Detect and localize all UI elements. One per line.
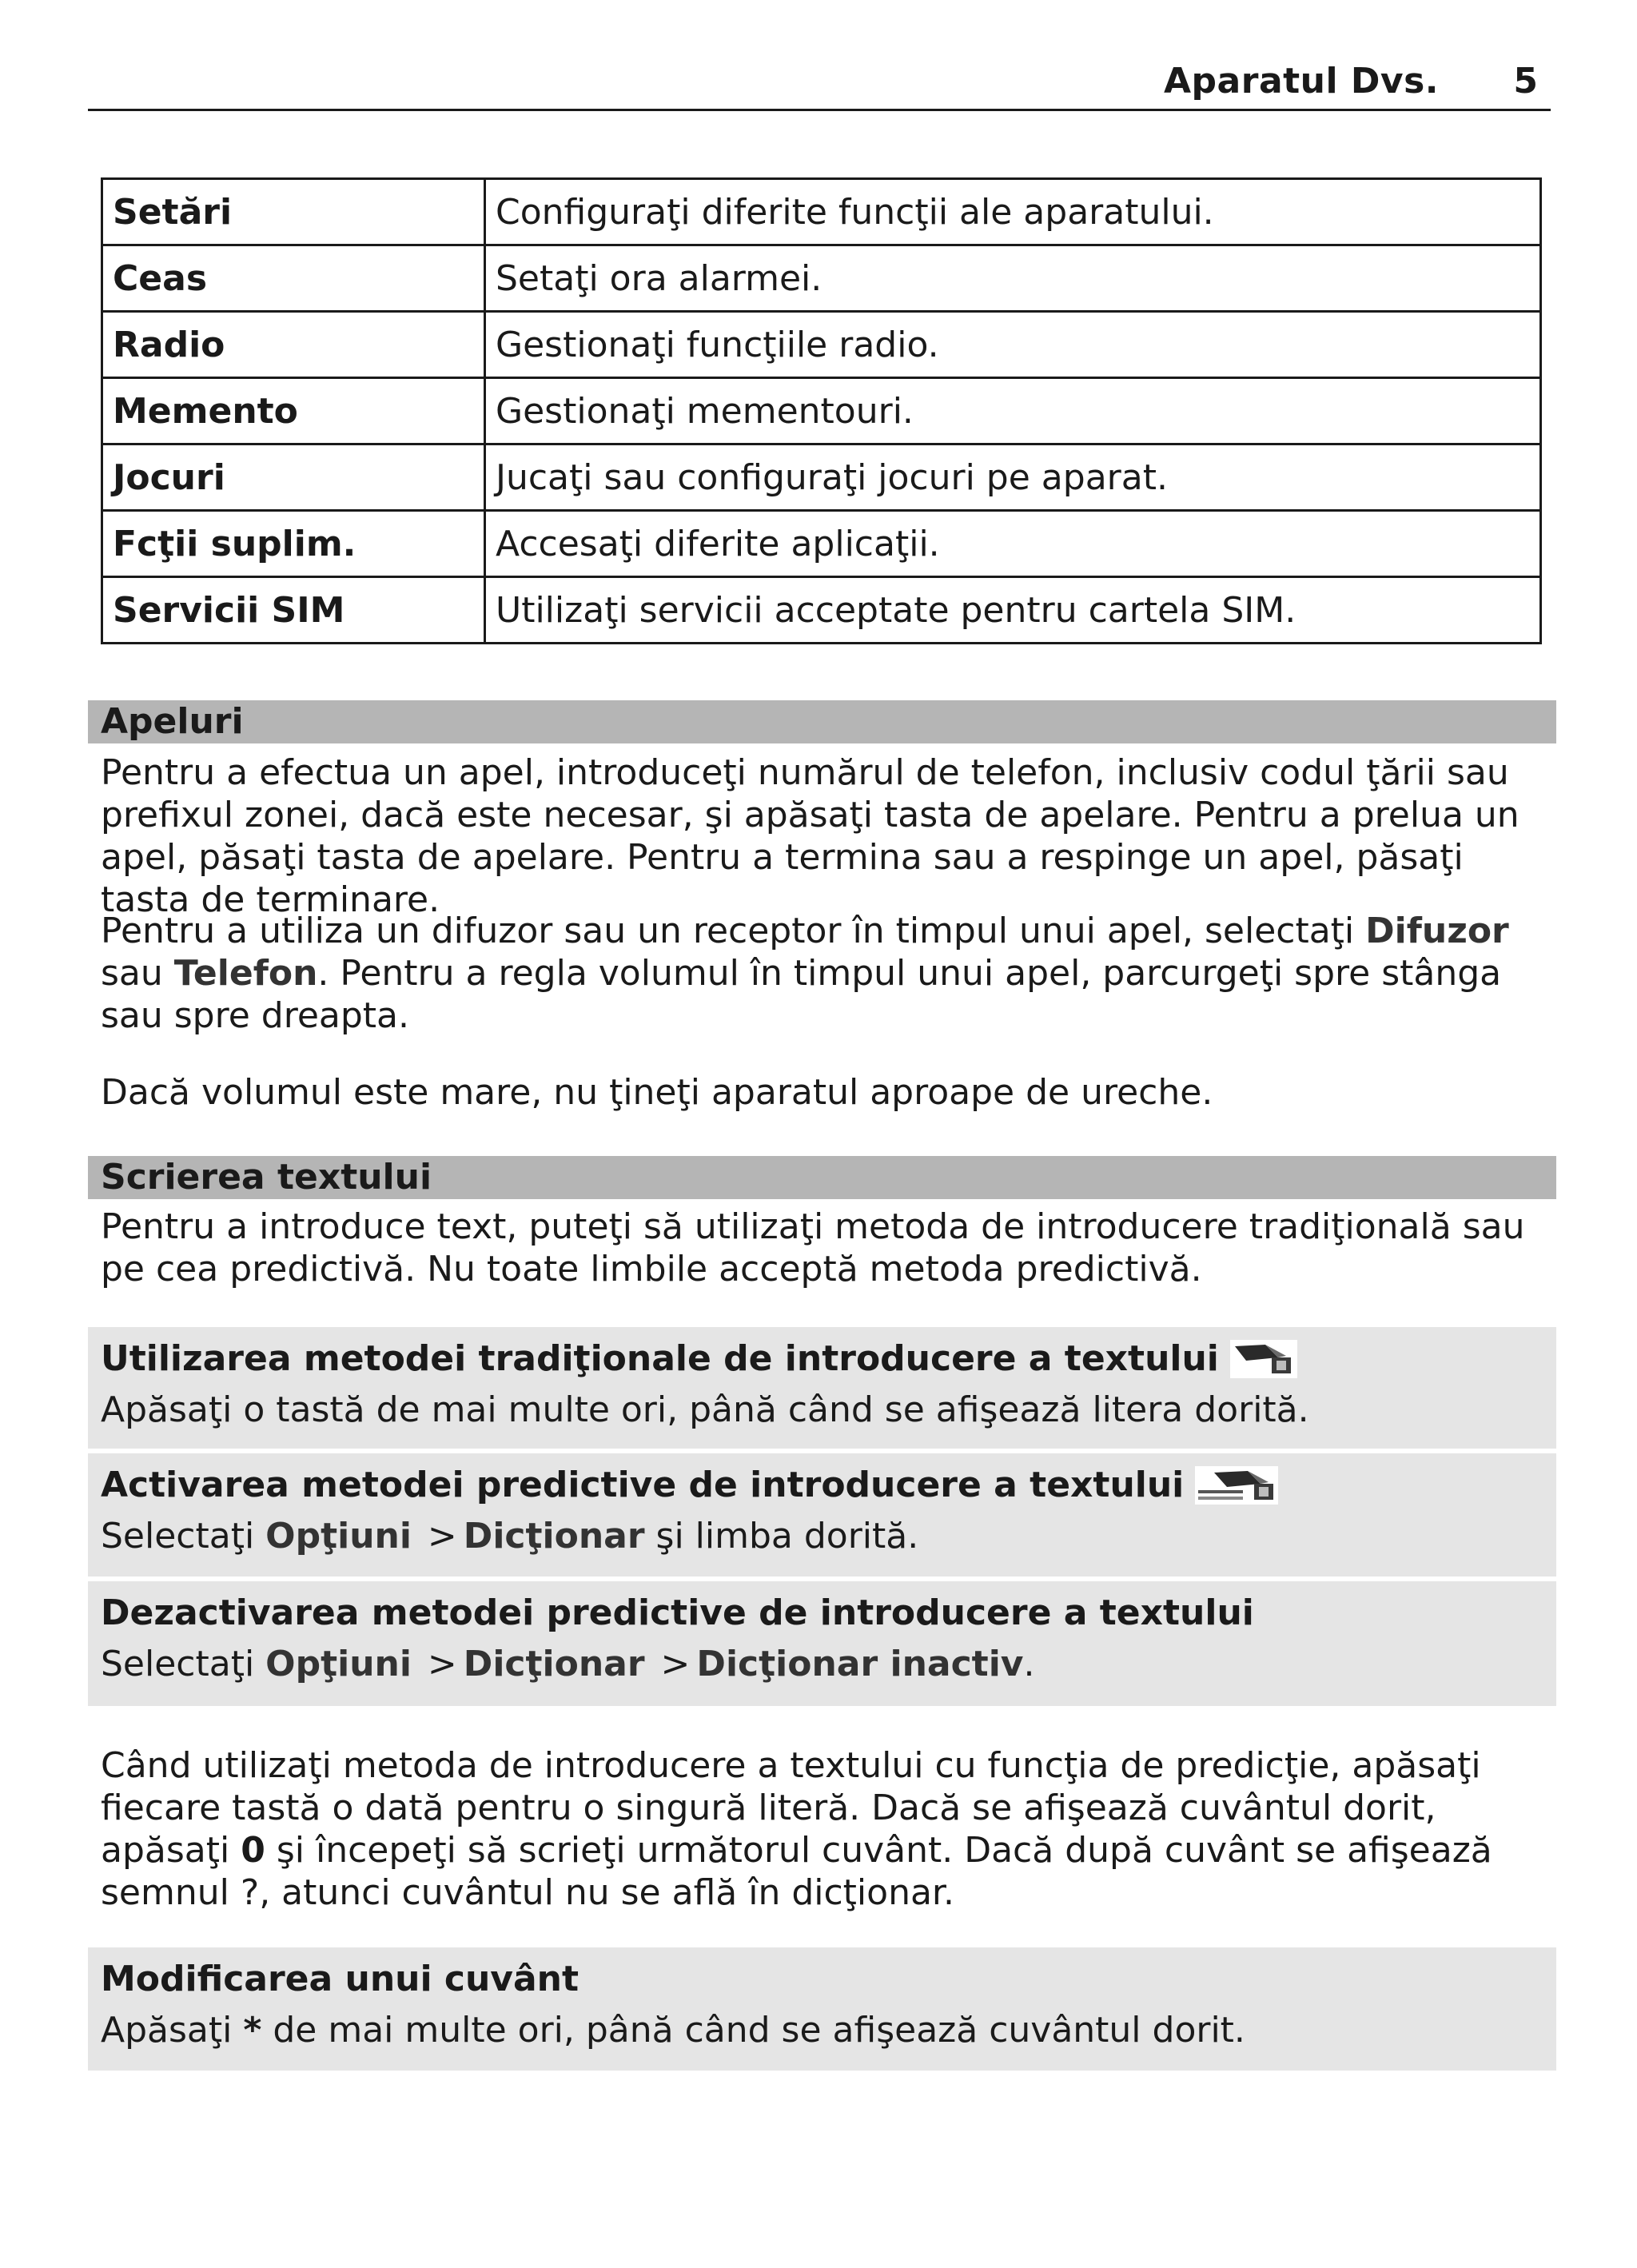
box-text [101, 1513, 1543, 1560]
box-title-text: Utilizarea metodei tradiţionale de introducere a textului [101, 1338, 1219, 1379]
text-span: . [1023, 1644, 1035, 1684]
menu-name: Jocuri [102, 444, 485, 511]
menu-description: Configuraţi diferite funcţii ale aparatului. [485, 179, 1541, 245]
menu-description: Gestionaţi mementouri. [485, 378, 1541, 444]
menu-name: Radio [102, 312, 485, 378]
info-box-modify-word [88, 1947, 1556, 2071]
menu-description: Jucaţi sau configuraţi jocuri pe aparat. [485, 444, 1541, 511]
menu-description: Gestionaţi funcţiile radio. [485, 312, 1541, 378]
menu-description: Accesaţi diferite aplicaţii. [485, 511, 1541, 577]
ui-term-optiuni: Opţiuni [265, 1516, 412, 1557]
ui-term-dictionar: Dicţionar [463, 1644, 645, 1684]
text-span: Selectaţi [101, 1516, 266, 1557]
table-row [102, 444, 1541, 511]
predictive-input-pen-icon [1195, 1466, 1278, 1505]
paragraph: Dacă volumul este mare, nu ţineţi aparatul aproape de ureche. [101, 1072, 1213, 1113]
ui-term-optiuni: Opţiuni [265, 1644, 412, 1684]
text-span: . Pentru a regla volumul în timpul unui apel, parcurgeţi spre stânga sau spre dreapta. [101, 953, 1502, 1036]
box-title [101, 1335, 1543, 1383]
text-span: Pentru a utiliza un difuzor sau un receptor în timpul unui apel, selectaţi [101, 911, 1366, 951]
text-span: sau [101, 953, 174, 994]
ui-term-telefon: Telefon [173, 953, 318, 994]
info-box-traditional [88, 1327, 1556, 1449]
info-box-predictive-off [88, 1581, 1556, 1706]
box-title: Dezactivarea metodei predictive de introducere a textului [101, 1592, 1254, 1633]
table-row [102, 577, 1541, 644]
menu-table [101, 177, 1542, 644]
table-row [102, 179, 1541, 245]
paragraph [101, 1744, 1555, 1914]
text-span: Când utilizaţi metoda de introducere a textului cu funcţia de predicţie, apăsaţi fiecare tastă o dată pentru o singură literă. Dacă se afişează cuvântul dorit, apăsaţi [101, 1745, 1481, 1871]
menu-name: Fcţii suplim. [102, 511, 485, 577]
chapter-title: Aparatul Dvs. [1164, 61, 1439, 102]
box-title: Modificarea unui cuvânt [101, 1959, 580, 1999]
menu-name: Setări [102, 179, 485, 245]
section-heading-scriere: Scrierea textului [88, 1156, 1556, 1199]
table-row [102, 245, 1541, 312]
menu-path-separator: > [660, 1644, 691, 1684]
table-row [102, 312, 1541, 378]
key-zero: 0 [241, 1830, 265, 1871]
menu-name: Ceas [102, 245, 485, 312]
ui-term-dictionar: Dicţionar [463, 1516, 645, 1557]
paragraph: Pentru a efectua un apel, introduceţi numărul de telefon, inclusiv codul ţării sau prefixul zonei, dacă este necesar, şi apăsaţi tasta de apelare. Pentru a prelua un apel, păsaţi tasta de apelare. Pentru a termina sau a respinge un apel, păsaţi tasta de terminare. [101, 752, 1520, 920]
menu-name: Memento [102, 378, 485, 444]
running-header [88, 58, 1551, 111]
menu-description: Setaţi ora alarmei. [485, 245, 1541, 312]
box-title-text: Activarea metodei predictive de introducere a textului [101, 1465, 1185, 1505]
ui-term-difuzor: Difuzor [1365, 911, 1509, 951]
table-row [102, 511, 1541, 577]
page-number: 5 [1513, 61, 1538, 102]
text-span: Apăsaţi [101, 2010, 244, 2051]
text-span: Selectaţi [101, 1644, 266, 1684]
table-row [102, 378, 1541, 444]
paragraph [101, 910, 1555, 1037]
box-text: Apăsaţi o tastă de mai multe ori, până când se afişează litera dorită. [101, 1389, 1309, 1430]
text-span: de mai multe ori, până când se afişează cuvântul dorit. [261, 2010, 1245, 2051]
box-text [101, 2007, 1543, 2055]
ui-term-dictionar-inactiv: Dicţionar inactiv [696, 1644, 1024, 1684]
menu-name: Servicii SIM [102, 577, 485, 644]
text-span: şi începeţi să scrieţi următorul cuvânt. Dacă după cuvânt se afişează semnul ?, atunci cuvântul nu se află în dicţionar. [101, 1830, 1492, 1913]
menu-path-separator: > [427, 1644, 457, 1684]
traditional-input-pen-icon [1230, 1340, 1297, 1378]
info-box-predictive-on [88, 1453, 1556, 1576]
box-title [101, 1461, 1543, 1509]
box-text [101, 1640, 1543, 1688]
menu-description: Utilizaţi servicii acceptate pentru cartela SIM. [485, 577, 1541, 644]
menu-path-separator: > [427, 1516, 457, 1557]
key-star: * [243, 2010, 262, 2051]
paragraph: Pentru a introduce text, puteţi să utilizaţi metoda de introducere tradiţională sau pe cea predictivă. Nu toate limbile acceptă metoda predictivă. [101, 1206, 1525, 1289]
section-heading-apeluri: Apeluri [88, 700, 1556, 743]
text-span: şi limba dorită. [644, 1516, 919, 1557]
